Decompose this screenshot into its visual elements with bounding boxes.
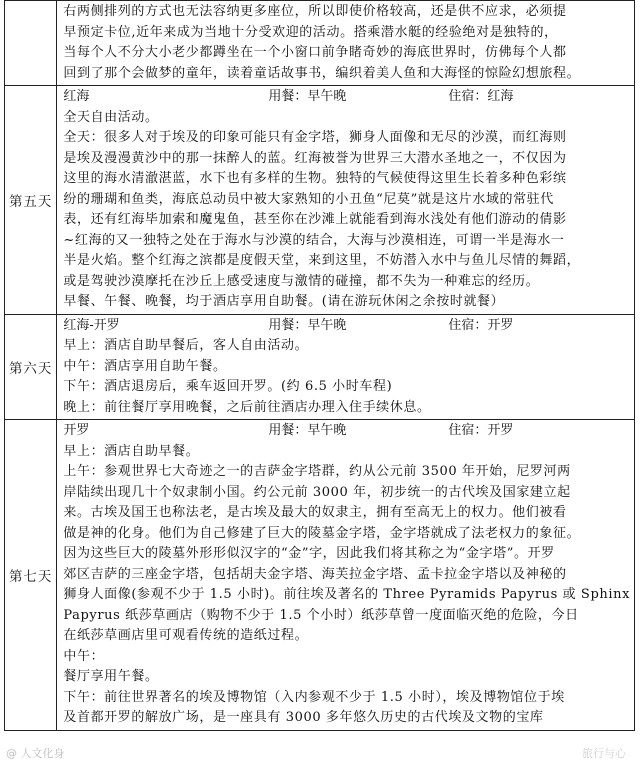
text-line: 下午：酒店退房后，乘车返回开罗。(约 6.5 小时车程) [63, 379, 393, 394]
text-line: 或是驾驶沙漠摩托在沙丘上感受速度与激情的碰撞，都不失为一种难忘的经历。 [63, 273, 540, 289]
day-cell [5, 1, 57, 86]
text-line: 狮身人面像(参观不少于 1.5 小时)。前往埃及著名的 Three Pyramids Papyrus 或 Sphinx [63, 587, 630, 602]
text-line: 早餐、午餐、晚餐，均于酒店享用自助餐。(请在游玩休闲之余按时就餐） [63, 294, 505, 309]
text-line: 半是火焰。整个红海之滨都是度假天堂，来到这里，不妨潜入水中与鱼儿尽情的舞蹈， [63, 253, 581, 268]
itinerary-row-day6 [5, 314, 635, 420]
text-line: ~红海的又一独特之处在于海水与沙漠的结合，大海与沙漠相连，可谓一半是海水一 [63, 232, 565, 248]
text-line: 晚上：前往餐厅享用晚餐，之后前往酒店办理入住手续休息。 [63, 399, 431, 415]
itinerary-row-day7 [5, 420, 635, 731]
meal-label: 用餐：早午晚 [268, 317, 347, 333]
text-line: 因为这些巨大的陵墓外形形似汉字的“金”字，因此我们将其称之为“金字塔”。开罗 [63, 546, 555, 561]
day-content [57, 420, 635, 731]
stay-label: 住宿：开罗 [448, 423, 514, 438]
text-line: 早上：酒店自助早餐。 [63, 443, 200, 459]
day-content [57, 1, 635, 86]
text-line: 早上：酒店自助早餐后，客人自由活动。 [63, 338, 309, 353]
text-line: 中午： [63, 648, 105, 664]
day-header [63, 421, 630, 442]
day-cell: 第七天 [5, 420, 57, 731]
text-line: 表，还有红海毕加索和魔鬼鱼，甚至你在沙滩上就能看到海水浅处有他们游动的倩影 [63, 212, 567, 227]
meal-label: 用餐：早午晚 [268, 423, 347, 438]
itinerary-table [4, 0, 635, 731]
day-content [57, 86, 635, 315]
day-content [57, 314, 635, 420]
text-line: 餐厅享用午餐。 [63, 669, 159, 684]
text-line: Papyrus 纸莎草画店（购物不少于 1.5 个小时）纸莎草曾一度面临灭绝的危险，今日 [63, 607, 579, 623]
route-label: 红海-开罗 [63, 317, 120, 333]
day-header [63, 316, 630, 337]
watermark-right: 旅行与心 [582, 747, 626, 760]
text-line: 下午：前往世界著名的埃及博物馆（入内参观不少于 1.5 小时），埃及博物馆位于埃 [63, 689, 565, 705]
text-line: 是埃及漫漫黄沙中的那一抹醉人的蓝。红海被誉为世界三大潜水圣地之一，不仅因为 [63, 150, 567, 166]
text-line: 全天：很多人对于埃及的印象可能只有金字塔，狮身人面像和无尽的沙漠，而红海则 [63, 130, 567, 145]
text-line: 这里的海水清澈湛蓝，水下也有多样的生物。独特的气候使得这里生长着多种色彩缤 [63, 171, 567, 186]
text-line: 在纸莎草画店里可观看传统的造纸过程。 [63, 628, 309, 643]
text-line: 全天自由活动。 [63, 109, 159, 125]
day-header [63, 87, 630, 108]
text-line: 做是神的化身。他们为自己修建了巨大的陵墓金字塔，金字塔就成了法老权力的象征。 [63, 525, 581, 541]
text-line: 上午：参观世界七大奇迹之一的吉萨金字塔群，约从公元前 3500 年开始，尼罗河两 [63, 464, 571, 479]
text-line: 中午：酒店享用自助午餐。 [63, 358, 227, 374]
text-line: 当每个人不分大小老少都蹲坐在一个小窗口前争睹奇妙的海底世界时，仿佛每个人都 [63, 45, 567, 60]
stay-label: 住宿：红海 [448, 89, 514, 104]
day-cell: 第六天 [5, 314, 57, 420]
meal-label: 用餐：早午晚 [268, 89, 347, 104]
text-line: 岸陆续出现几十个奴隶制小国。约公元前 3000 年，初步统一的古代埃及国家建立起 [63, 484, 571, 500]
itinerary-row-day5 [5, 86, 635, 315]
watermark-left: @ 人文化身 [6, 747, 65, 760]
route-label: 红海 [63, 89, 90, 104]
text-line: 及首都开罗的解放广场，是一座具有 3000 多年悠久历史的古代埃及文物的宝库 [63, 710, 544, 725]
stay-label: 住宿：开罗 [448, 317, 514, 333]
text-line: 郊区吉萨的三座金字塔，包括胡夫金字塔、海芙拉金字塔、孟卡拉金字塔以及神秘的 [63, 566, 567, 582]
route-label: 开罗 [63, 423, 90, 438]
text-line: 回到了那个会做梦的童年，读着童话故事书，编织着美人鱼和大海怪的惊险幻想旅程。 [63, 65, 581, 81]
text-line: 早预定卡位,近年来成为当地十分受欢迎的活动。搭乘潜水艇的经验绝对是独特的， [63, 24, 558, 40]
text-line: 纷的珊瑚和鱼类，海底总动员中被大家熟知的小丑鱼“尼莫”就是这片水域的常驻代 [63, 191, 554, 207]
itinerary-row-continued [5, 1, 635, 86]
day-cell: 第五天 [5, 86, 57, 315]
text-line: 来。古埃及国王也称法老，是古埃及最大的奴隶主，拥有至高无上的权力。他们被看 [63, 505, 567, 520]
text-line: 右两侧排列的方式也无法容纳更多座位，所以即使价格较高，还是供不应求，必须提 [63, 4, 567, 19]
